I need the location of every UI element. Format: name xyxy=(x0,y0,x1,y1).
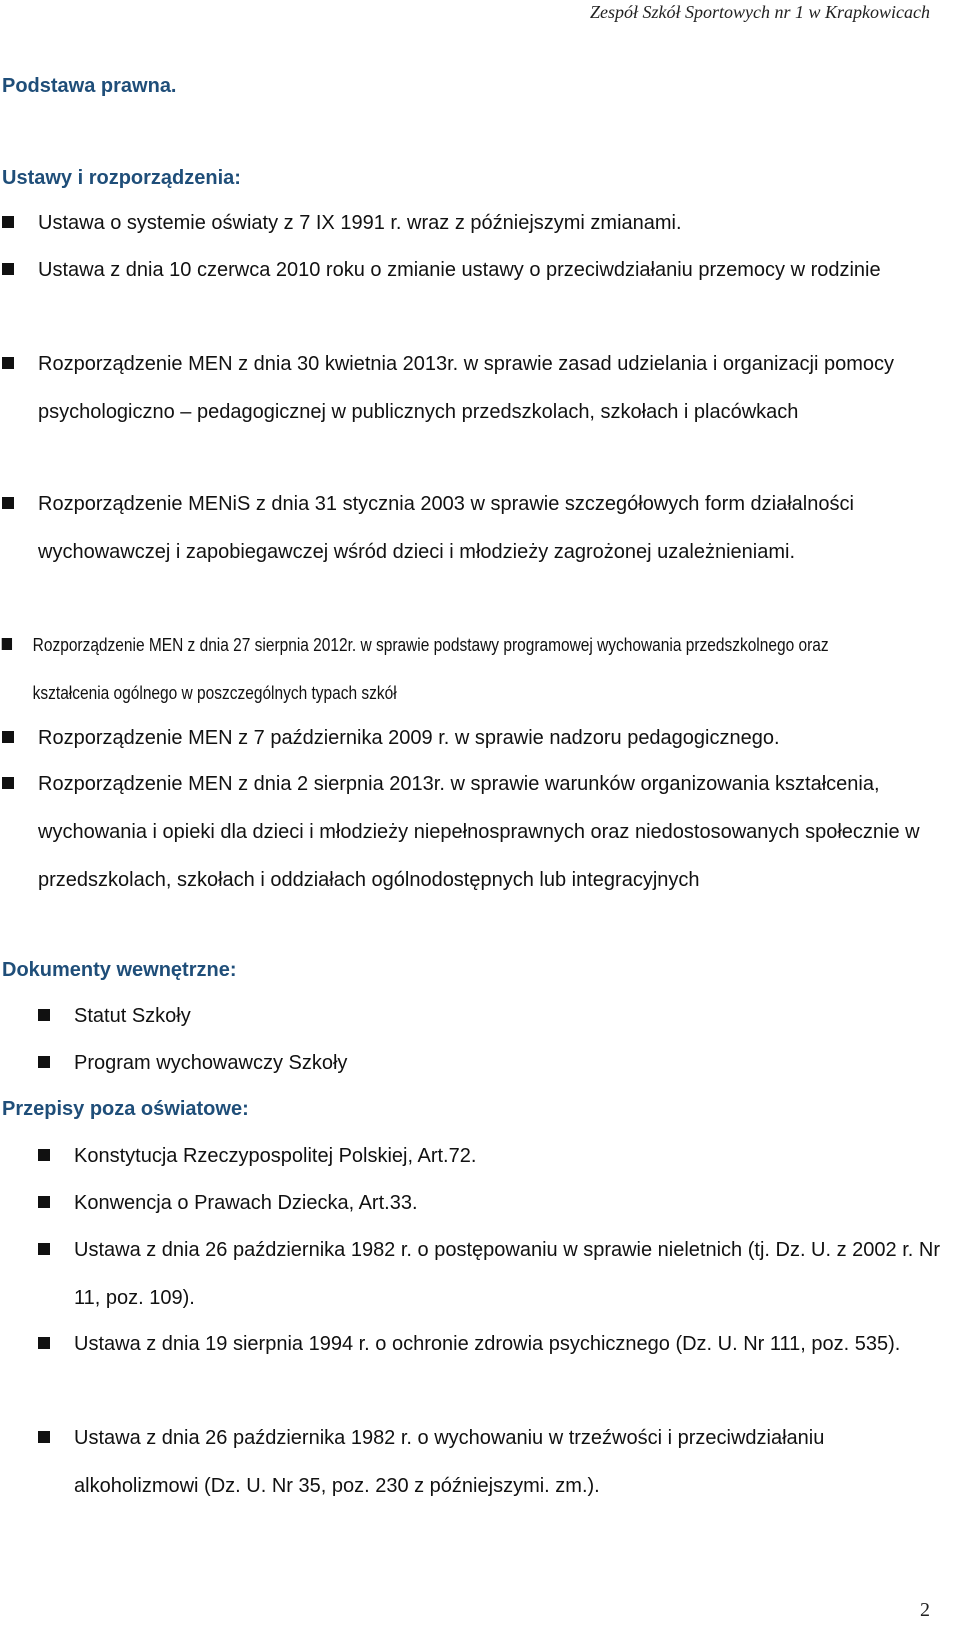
square-bullet-icon xyxy=(2,638,12,650)
square-bullet-icon xyxy=(38,1243,50,1255)
heading-dokumenty: Dokumenty wewnętrzne: xyxy=(2,959,237,981)
list-item: Rozporządzenie MEN z dnia 2 sierpnia 2013r. w sprawie warunków organizowania kształcenia, wychowania i opieki dla dzieci i młodzieży niepełnosprawnych oraz niedostosowanych społecznie w przedszkolach, szkołach i oddziałach ogólnodostępnych lub integracyjnych xyxy=(0,760,940,904)
heading-podstawa-prawna: Podstawa prawna. xyxy=(2,75,177,97)
list-item: Ustawa z dnia 26 października 1982 r. o postępowaniu w sprawie nieletnich (tj. Dz. U. z 2002 r. Nr 11, poz. 109). xyxy=(36,1226,940,1322)
page-number: 2 xyxy=(920,1599,930,1621)
square-bullet-icon xyxy=(38,1196,50,1208)
square-bullet-icon xyxy=(2,216,14,228)
square-bullet-icon xyxy=(2,497,14,509)
square-bullet-icon xyxy=(2,357,14,369)
list-item: Rozporządzenie MENiS z dnia 31 stycznia 2003 w sprawie szczegółowych form działalności wychowawczej i zapobiegawczej wśród dzieci i młodzieży zagrożonej uzależnieniami. xyxy=(0,480,940,576)
list-item: Rozporządzenie MEN z dnia 27 sierpnia 2012r. w sprawie podstawy programowej wychowania przedszkolnego oraz kształcenia ogólnego w poszczególnych typach szkół xyxy=(0,621,894,717)
square-bullet-icon xyxy=(2,263,14,275)
list-item: Ustawa z dnia 19 sierpnia 1994 r. o ochronie zdrowia psychicznego (Dz. U. Nr 111, poz. 535). xyxy=(36,1320,940,1368)
square-bullet-icon xyxy=(38,1337,50,1349)
square-bullet-icon xyxy=(2,777,14,789)
square-bullet-icon xyxy=(38,1009,50,1021)
list-item: Statut Szkoły xyxy=(36,992,940,1040)
list-item: Program wychowawczy Szkoły xyxy=(36,1039,940,1087)
list-item: Konstytucja Rzeczypospolitej Polskiej, Art.72. xyxy=(36,1132,940,1180)
list-item: Ustawa o systemie oświaty z 7 IX 1991 r. wraz z późniejszymi zmianami. xyxy=(0,199,940,247)
heading-przepisy: Przepisy poza oświatowe: xyxy=(2,1098,249,1120)
list-item: Ustawa z dnia 26 października 1982 r. o wychowaniu w trzeźwości i przeciwdziałaniu alkoholizmowi (Dz. U. Nr 35, poz. 230 z późniejszymi. zm.). xyxy=(36,1414,940,1510)
list-item: Ustawa z dnia 10 czerwca 2010 roku o zmianie ustawy o przeciwdziałaniu przemocy w rodzinie xyxy=(0,246,940,294)
list-item: Rozporządzenie MEN z dnia 30 kwietnia 2013r. w sprawie zasad udzielania i organizacji pomocy psychologiczno – pedagogicznej w publicznych przedszkolach, szkołach i placówkach xyxy=(0,340,940,436)
list-item: Rozporządzenie MEN z 7 października 2009 r. w sprawie nadzoru pedagogicznego. xyxy=(0,714,940,762)
square-bullet-icon xyxy=(38,1431,50,1443)
square-bullet-icon xyxy=(2,731,14,743)
square-bullet-icon xyxy=(38,1149,50,1161)
square-bullet-icon xyxy=(38,1056,50,1068)
list-item: Konwencja o Prawach Dziecka, Art.33. xyxy=(36,1179,940,1227)
running-header: Zespół Szkół Sportowych nr 1 w Krapkowicach xyxy=(590,2,930,22)
heading-ustawy: Ustawy i rozporządzenia: xyxy=(2,167,241,189)
